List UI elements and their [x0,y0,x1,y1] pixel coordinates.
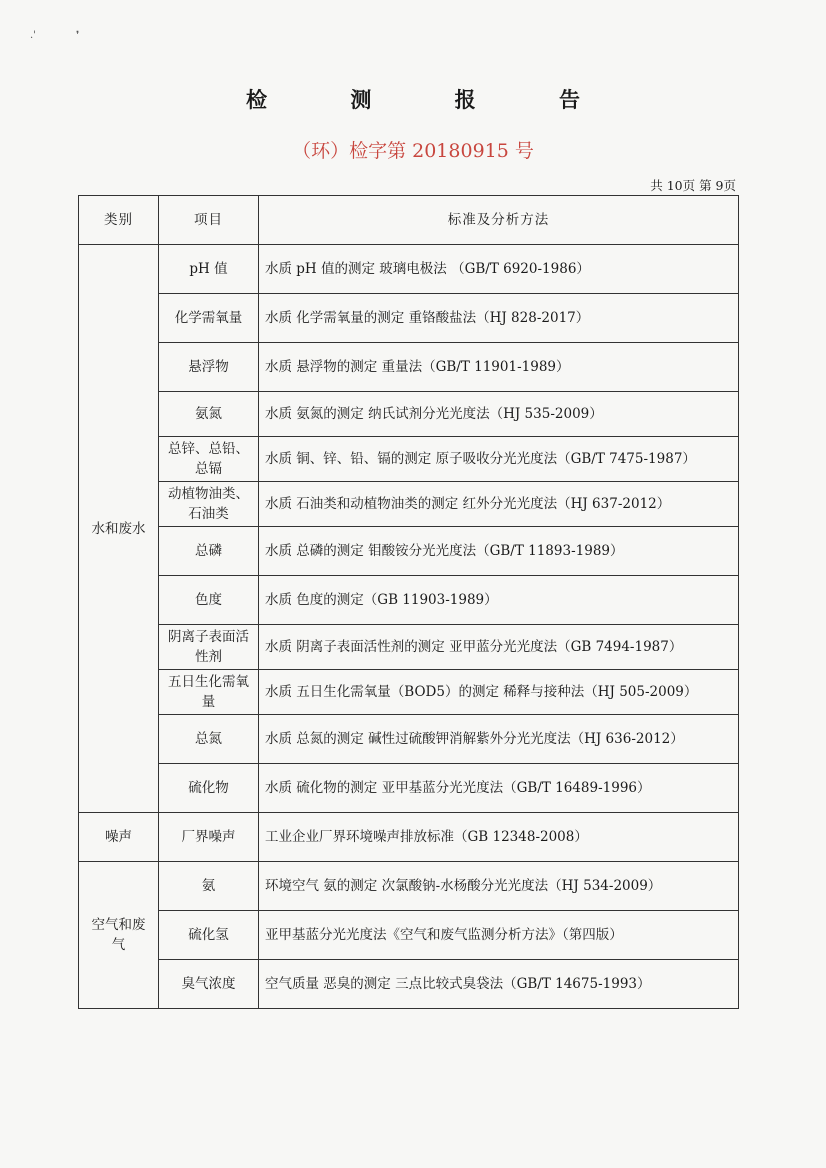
category-cell: 空气和废气 [79,862,159,1009]
item-cell: pH 值 [159,245,259,294]
page-title: 检 测 报 告 [246,88,618,112]
method-cell: 水质 氨氮的测定 纳氏试剂分光光度法（HJ 535-2009） [259,392,739,437]
item-cell: 臭气浓度 [159,960,259,1009]
method-cell: 水质 铜、锌、铅、镉的测定 原子吸收分光光度法（GB/T 7475-1987） [259,437,739,482]
table-row [79,764,739,813]
column-header-method: 标准及分析方法 [259,196,739,245]
table-row [79,715,739,764]
report-number: （环）检字第 20180915 号 [292,140,534,162]
methods-table [78,195,739,1009]
item-cell: 悬浮物 [159,343,259,392]
table-row [79,392,739,437]
method-cell: 环境空气 氨的测定 次氯酸钠-水杨酸分光光度法（HJ 534-2009） [259,862,739,911]
method-cell: 水质 硫化物的测定 亚甲基蓝分光光度法（GB/T 16489-1996） [259,764,739,813]
item-cell: 化学需氧量 [159,294,259,343]
item-cell: 动植物油类、石油类 [159,482,259,527]
table-row [79,294,739,343]
method-cell: 水质 化学需氧量的测定 重铬酸盐法（HJ 828-2017） [259,294,739,343]
table-row [79,960,739,1009]
table-row [79,527,739,576]
method-cell: 水质 阴离子表面活性剂的测定 亚甲蓝分光光度法（GB 7494-1987） [259,625,739,670]
method-cell: 水质 总磷的测定 钼酸铵分光光度法（GB/T 11893-1989） [259,527,739,576]
item-cell: 氨氮 [159,392,259,437]
table-row [79,576,739,625]
item-cell: 总氮 [159,715,259,764]
item-cell: 五日生化需氧量 [159,670,259,715]
item-cell: 色度 [159,576,259,625]
item-cell: 阴离子表面活性剂 [159,625,259,670]
table-row [79,437,739,482]
method-cell: 亚甲基蓝分光光度法《空气和废气监测分析方法》（第四版） [259,911,739,960]
item-cell: 氨 [159,862,259,911]
table-row [79,343,739,392]
method-cell: 水质 pH 值的测定 玻璃电极法 （GB/T 6920-1986） [259,245,739,294]
table-row [79,911,739,960]
item-cell: 总磷 [159,527,259,576]
category-cell: 水和废水 [79,245,159,813]
table-row [79,670,739,715]
method-cell: 水质 总氮的测定 碱性过硫酸钾消解紫外分光光度法（HJ 636-2012） [259,715,739,764]
item-cell: 厂界噪声 [159,813,259,862]
column-header-item: 项目 [159,196,259,245]
method-cell: 水质 五日生化需氧量（BOD5）的测定 稀释与接种法（HJ 505-2009） [259,670,739,715]
method-cell: 水质 石油类和动植物油类的测定 红外分光光度法（HJ 637-2012） [259,482,739,527]
table-header-row [79,196,739,245]
scan-mark: ❜ [76,30,80,41]
item-cell: 硫化氢 [159,911,259,960]
table-row [79,625,739,670]
table-row [79,862,739,911]
column-header-category: 类别 [79,196,159,245]
method-cell: 水质 色度的测定（GB 11903-1989） [259,576,739,625]
method-cell: 空气质量 恶臭的测定 三点比较式臭袋法（GB/T 14675-1993） [259,960,739,1009]
table-row [79,482,739,527]
table-row [79,813,739,862]
page-info: 共 10页 第 9页 [650,178,736,193]
item-cell: 硫化物 [159,764,259,813]
method-cell: 工业企业厂界环境噪声排放标准（GB 12348-2008） [259,813,739,862]
item-cell: 总锌、总铅、总镉 [159,437,259,482]
category-cell: 噪声 [79,813,159,862]
table-row [79,245,739,294]
scan-mark: .' [30,30,36,41]
method-cell: 水质 悬浮物的测定 重量法（GB/T 11901-1989） [259,343,739,392]
